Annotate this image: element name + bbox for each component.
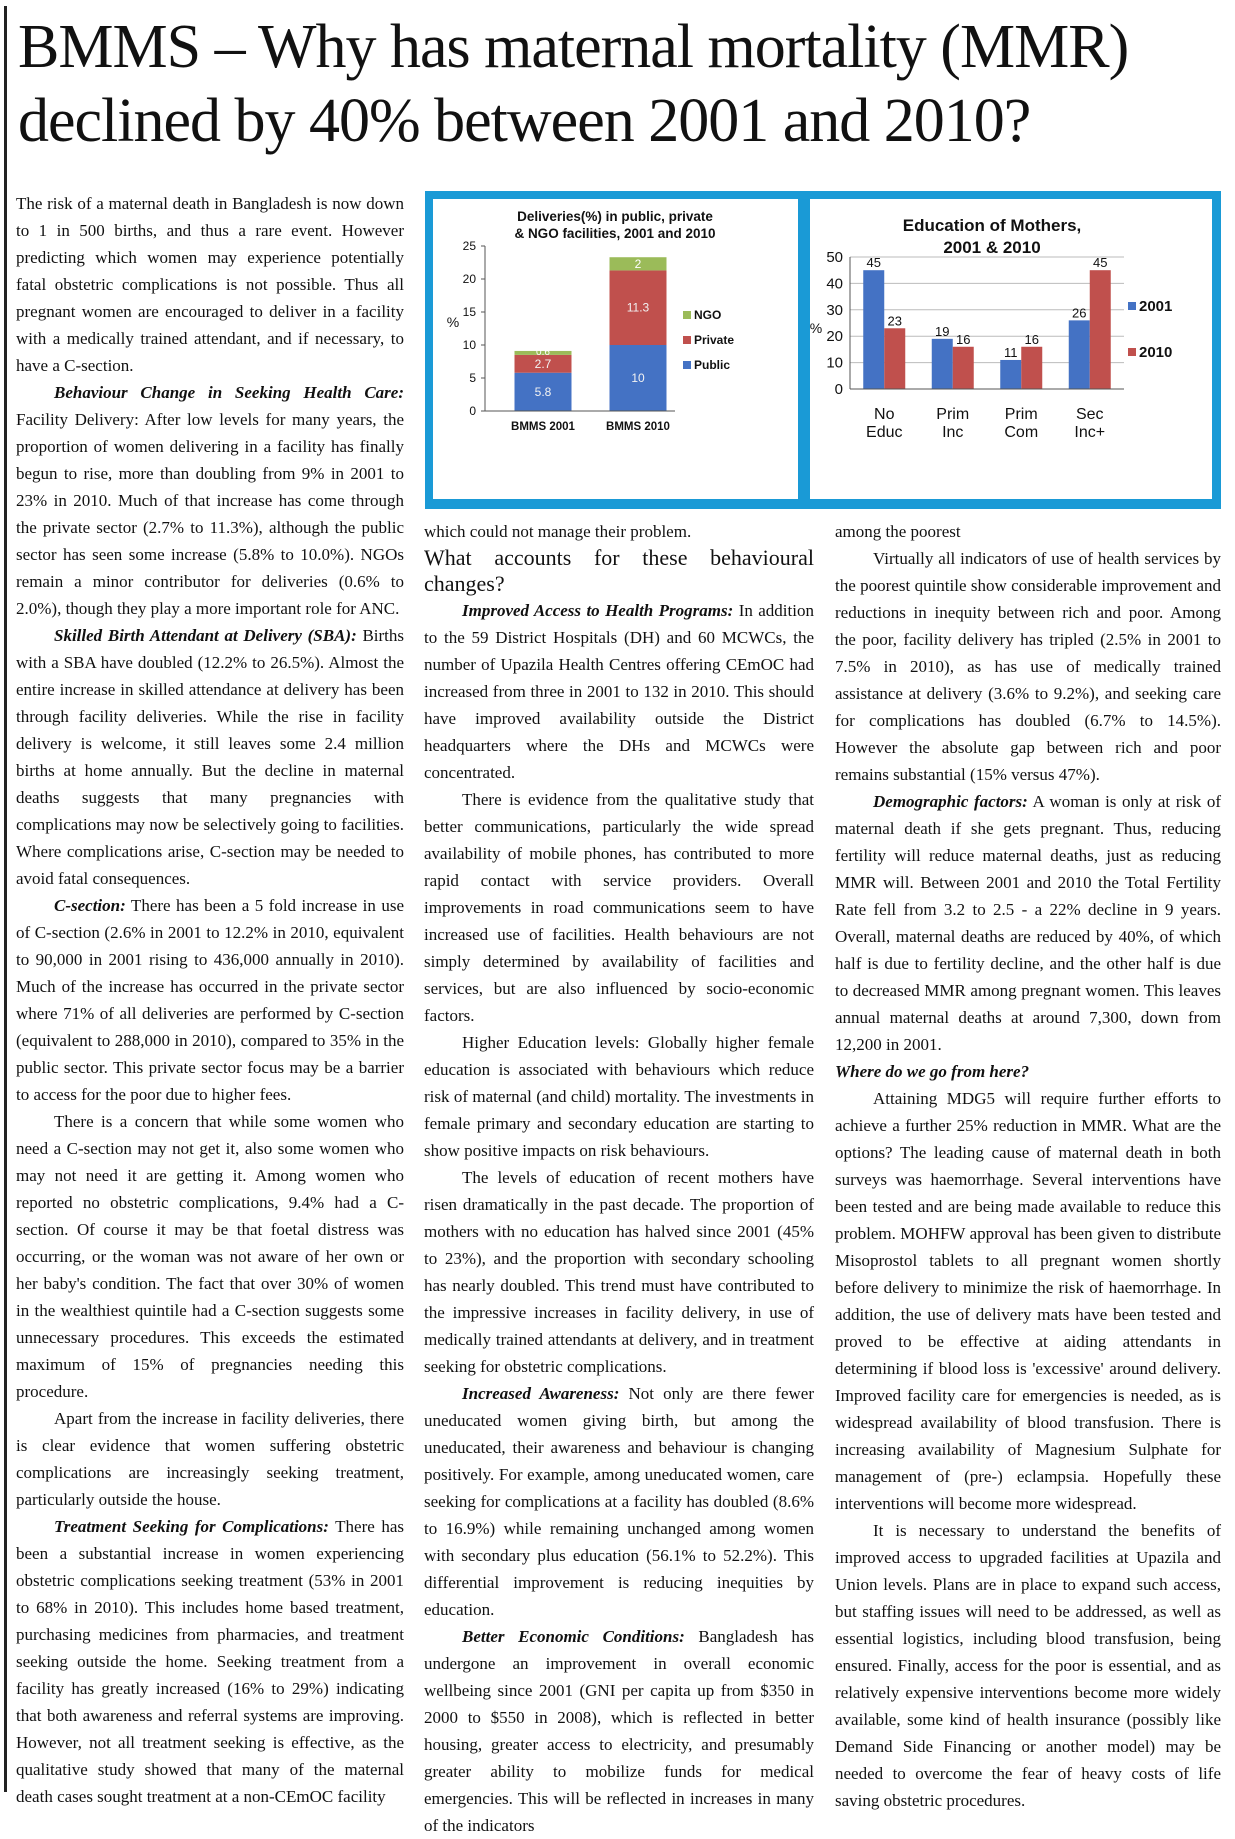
paragraph-demographic (835, 788, 1221, 1058)
charts-frame (425, 191, 1221, 509)
chart2-y-tick-label: 20 (826, 328, 843, 346)
text-awareness: Not only are there fewer uneducated women giving birth, but among the uneducated, their awareness and behaviour is changing positively. For example, among uneducated women, care seeking for complications at a facility has doubled (8.6% to 16.9%) while remaining unchanged among women with secondary plus education (56.1% to 52.2%). This differential improvement is reducing inequities by education. (424, 1384, 814, 1619)
text-economic: Bangladesh has undergone an improvement in overall economic wellbeing since 2001 (GNI per capita up from $350 in 2000 to $550 in 2008), which is reflected in better housing, greater access to electricity, and presumably greater ability to mobilize funds for medical emergencies. This will be reflected in increases in many of the indicators (424, 1627, 814, 1835)
lead-where-next: Where do we go from here? (835, 1062, 1030, 1081)
chart2-data-label-2010: 23 (887, 313, 902, 329)
chart1-title-line2: & NGO facilities, 2001 and 2010 (514, 226, 716, 241)
paragraph-education-levels: Higher Education levels: Globally higher female education is associated with behaviours which reduce risk of maternal (and child) mortality. The investments in female primary and secondary education are starting to show positive impacts on risk behaviours. (424, 1033, 814, 1160)
paragraph-behaviour-change (16, 379, 404, 622)
chart2-legend-label-2001: 2001 (1139, 298, 1173, 315)
chart2-data-label-2001: 19 (935, 323, 950, 339)
chart1-y-tick-label: 25 (462, 239, 476, 253)
chart2-plot (826, 249, 1172, 441)
column-2 (424, 518, 814, 1839)
column-1 (16, 190, 404, 1810)
chart-education (810, 199, 1212, 499)
chart2-data-label-2001: 26 (1072, 305, 1087, 321)
paragraph-concern: There is a concern that while some women who need a C-section may not get it, also some women who may not need it are getting it. Among women who reported no obstetric complications, 9.4% had a C-section. Of course it may be that foetal distress was occurring, or the woman was not aware of her own or her baby's condition. The fact that over 30% of women in the wealthiest quintile had a C-section suggests some unnecessary procedures. This exceeds the estimated maximum of 15% of pregnancies needing this procedure. (16, 1112, 404, 1401)
lead-c-section: C-section: (54, 896, 126, 915)
chart2-legend-swatch-2010 (1128, 348, 1136, 356)
chart1-y-tick-label: 10 (462, 338, 476, 352)
chart2-y-tick-label: 40 (826, 275, 843, 293)
lead-awareness: Increased Awareness: (462, 1384, 620, 1403)
paragraph-economic (424, 1623, 814, 1839)
paragraph-communications: There is evidence from the qualitative study that better communications, particularly the wide spread availability of mobile phones, has contributed to more rapid contact with service providers. Overall improvements in road communications seem to have increased use of facilities. Health behaviours are not simply determined by availability of facilities and services, but are also influenced by socio-economic factors. (424, 790, 814, 1025)
chart2-x-tick-label-line2: Inc+ (1074, 424, 1106, 441)
chart1-title-line1: Deliveries(%) in public, private (517, 209, 713, 224)
chart2-x-tick-label-line2: Inc (942, 424, 964, 441)
chart2-data-label-2001: 45 (866, 255, 881, 271)
chart2-legend-label-2010: 2010 (1139, 344, 1173, 361)
text-behaviour-change: Facility Delivery: After low levels for many years, the proportion of women delivering in a facility has finally begun to rise, more than doubling from 9% in 2001 to 23% in 2010. Much of that increase has come through the private sector (2.7% to 11.3%), although the public sector has seen some increase (5.8% to 10.0%). NGOs remain a minor contributor for deliveries (0.6% to 2.0%), though they play a more important role for ANC. (16, 410, 404, 618)
chart2-x-tick-label-line1: Prim (936, 406, 970, 423)
lead-behaviour-change: Behaviour Change in Seeking Health Care: (54, 383, 404, 402)
lead-improved-access: Improved Access to Health Programs: (462, 601, 734, 620)
chart1-legend-swatch-ngo (683, 311, 691, 319)
chart2-data-label-2010: 45 (1093, 255, 1108, 271)
paragraph-sba (16, 622, 404, 892)
chart1-y-tick-label: 20 (462, 272, 476, 286)
paragraph-evidence: Apart from the increase in facility deliveries, there is clear evidence that women suffering obstetric complications are increasingly seeking treatment, particularly outside the house. (16, 1409, 404, 1509)
chart1-y-tick-label: 5 (469, 371, 476, 385)
chart2-bar-2010 (953, 347, 974, 389)
chart1-legend-label-public: Public (694, 358, 731, 372)
chart1-legend-label-ngo: NGO (694, 308, 722, 322)
chart1-x-tick-label: BMMS 2001 (511, 421, 575, 433)
chart2-data-label-2001: 11 (1004, 344, 1018, 360)
paragraph-treatment-seeking (16, 1513, 404, 1810)
chart2-x-tick-label-line1: Prim (1004, 406, 1038, 423)
chart2-legend-swatch-2001 (1128, 302, 1136, 310)
text-improved-access: In addition to the 59 District Hospitals (DH) and 60 MCWCs, the number of Upazila Health Centres offering CEmOC had increased from three in 2001 to 132 in 2010. This should have improved availability outside the District headquarters where the DHs and MCWCs were concentrated. (424, 601, 814, 782)
chart2-y-tick-label: 10 (826, 354, 843, 372)
chart1-legend-swatch-private (683, 336, 691, 344)
lead-sba: Skilled Birth Attendant at Delivery (SBA): (54, 626, 357, 645)
paragraph-improved-access (424, 597, 814, 786)
left-margin-rule (4, 6, 7, 1792)
chart1-data-label-ngo: 0.6 (536, 346, 550, 358)
paragraph-awareness (424, 1380, 814, 1623)
chart1-y-axis-label: % (446, 314, 460, 330)
text-demographic: A woman is only at risk of maternal death if she gets pregnant. Thus, reducing fertility will reduce maternal deaths, just as reducing MMR will. Between 2001 and 2010 the Total Fertility Rate fell from 3.2 to 2.5 - a 22% decline in 9 years. Overall, maternal deaths are reduced by 40%, of which half is due to fertility decline, and the other half is due to decreased MMR among pregnant women. This leaves annual maternal deaths at around 7,300, down from 12,200 in 2001. (835, 792, 1221, 1054)
chart2-title-line1: Education of Mothers, (902, 216, 1082, 235)
chart2-x-tick-label-line1: Sec (1075, 406, 1104, 423)
lead-demographic: Demographic factors: (873, 792, 1028, 811)
lead-treatment-seeking: Treatment Seeking for Complications: (54, 1517, 329, 1536)
paragraph-poorest: Virtually all indicators of use of health services by the poorest quintile show considerable improvement and reductions in inequity between rich and poor. Among the poor, facility delivery has tripled (2.5% in 2001 to 7.5% in 2010), as has use of medically trained assistance at delivery (3.6% to 9.2%), and seeking care for complications has doubled (6.7% to 14.5%). However the absolute gap between rich and poor remains substantial (15% versus 47%). (835, 549, 1221, 784)
text-sba: Births with a SBA have doubled (12.2% to 26.5%). Almost the entire increase in skilled attendance at delivery has been through facility deliveries. While the rise in facility delivery is welcome, it still leaves some 2.4 million births at home annually. But the decline in maternal deaths suggests that many pregnancies with complications may now be selectively going to facilities. Where complications arise, C-section may be needed to avoid fatal consequences. (16, 626, 404, 888)
chart1-data-label-private: 2.7 (534, 356, 552, 371)
continued-text: among the poorest (835, 522, 961, 541)
chart2-y-tick-label: 30 (826, 301, 843, 319)
intro-paragraph: The risk of a maternal death in Bangladesh is now down to 1 in 500 births, and thus a rare event. However predicting which women may experience potentially fatal obstetric complications is not possible. Thus all pregnant women are encouraged to deliver in a facility with a medically trained attendant, and if necessary, to have a C-section. (16, 194, 404, 375)
continued-text: which could not manage their problem. (424, 522, 692, 541)
text-c-section: There has been a 5 fold increase in use of C-section (2.6% in 2001 to 12.2% in 2010, equivalent to 90,000 in 2001 rising to 436,000 annually in 2010). Much of the increase has occurred in the private sector where 71% of all deliveries are performed by C-section (equivalent to 288,000 in 2010), compared to 35% in the public sector. This private sector focus may be a barrier to access for the poor due to higher fees. (16, 896, 404, 1104)
chart2-bar-2001 (1000, 360, 1021, 389)
chart2-data-label-2010: 16 (956, 331, 971, 347)
chart2-bar-2001 (1069, 320, 1090, 389)
headline: BMMS – Why has maternal mortality (MMR) declined by 40% between 2001 and 2010? (18, 13, 1129, 155)
chart1-y-tick-label: 0 (469, 404, 476, 418)
paragraph-mdg5: Attaining MDG5 will require further efforts to achieve a further 25% reduction in MMR. What are the options? The leading cause of maternal death in both surveys was haemorrhage. Several interventions have been tested and are being made available to reduce this problem. MOHFW approval has been given to distribute Misoprostol tablets to all pregnant women shortly before delivery to minimize the risk of haemorrhage. In addition, the use of delivery mats have been tested and proved to be effective at aiding attendants in determining if blood loss is 'excessive' around delivery. Improved facility care for emergencies is needed, as is widespread availability of blood transfusion. There is increasing availability of Magnesium Sulphate for management of (pre-) eclampsia. Hopefully these interventions will become more widespread. (835, 1089, 1221, 1513)
paragraph-access: It is necessary to understand the benefits of improved access to upgraded facilities at Upazila and Union levels. Plans are in place to expand such access, but staffing issues will need to be addressed, as well as essential logistics, including blood transfusion, being ensured. Finally, access for the poor is essential, and as relatively expensive interventions become more widely available, some kind of health insurance (possibly like Demand Side Financing or another model) may be needed to overcome the fear of heavy costs of life saving obstetric procedures. (835, 1521, 1221, 1810)
chart2-bar-2010 (1021, 347, 1042, 389)
chart1-legend-label-private: Private (694, 333, 735, 347)
chart2-y-tick-label: 0 (834, 381, 843, 398)
chart2-x-tick-label-line2: Com (1004, 424, 1039, 441)
column-3 (835, 518, 1221, 1814)
lead-economic: Better Economic Conditions: (462, 1627, 685, 1646)
paragraph-c-section (16, 892, 404, 1108)
chart1-legend-swatch-public (683, 361, 691, 369)
chart2-bar-2010 (884, 328, 905, 389)
chart1-plot (463, 239, 735, 433)
chart1-data-label-private: 11.3 (626, 300, 650, 315)
chart1-data-label-public: 5.8 (534, 384, 552, 399)
chart1-y-tick-label: 15 (462, 305, 476, 319)
chart2-title-line2: 2001 & 2010 (943, 238, 1041, 257)
chart2-bar-2010 (1090, 270, 1111, 389)
text-treatment-seeking: There has been a substantial increase in women experiencing obstetric complications seeking treatment (53% in 2001 to 68% in 2010). This includes home based treatment, purchasing medicines from pharmacies, and treatment seeking outside the home. Seeking treatment from a facility has greatly increased (16% to 29%) indicating that both awareness and referral systems are improving. However, not all treatment seeking is effective, as the qualitative study showed that many of the maternal death cases sought treatment at a non-CEmOC facility (16, 1517, 404, 1806)
subheading-where-next (835, 1058, 1221, 1085)
section-heading: What accounts for these behavioural changes? (424, 545, 814, 596)
chart2-bar-2001 (932, 339, 953, 389)
chart2-x-tick-label-line2: Educ (866, 424, 903, 441)
chart-education-panel (810, 199, 1212, 499)
chart1-data-label-public: 10 (631, 371, 645, 385)
chart2-x-tick-label-line1: No (874, 406, 895, 423)
chart2-bar-2001 (863, 270, 884, 389)
chart2-data-label-2010: 16 (1024, 331, 1039, 347)
chart1-x-tick-label: BMMS 2010 (606, 421, 670, 433)
paragraph-education-trend: The levels of education of recent mothers have risen dramatically in the past decade. The proportion of mothers with no education has halved since 2001 (45% to 23%), and the proportion with secondary schooling has nearly doubled. This trend must have contributed to the impressive increases in facility delivery, in use of medically trained attendants at delivery, and in treatment seeking for obstetric complications. (424, 1168, 814, 1376)
chart1-data-label-ngo: 2 (634, 256, 642, 271)
chart2-y-axis-label: % (810, 320, 823, 336)
chart2-y-tick-label: 50 (826, 249, 843, 266)
chart-deliveries (433, 199, 798, 499)
chart-deliveries-panel (433, 199, 798, 499)
